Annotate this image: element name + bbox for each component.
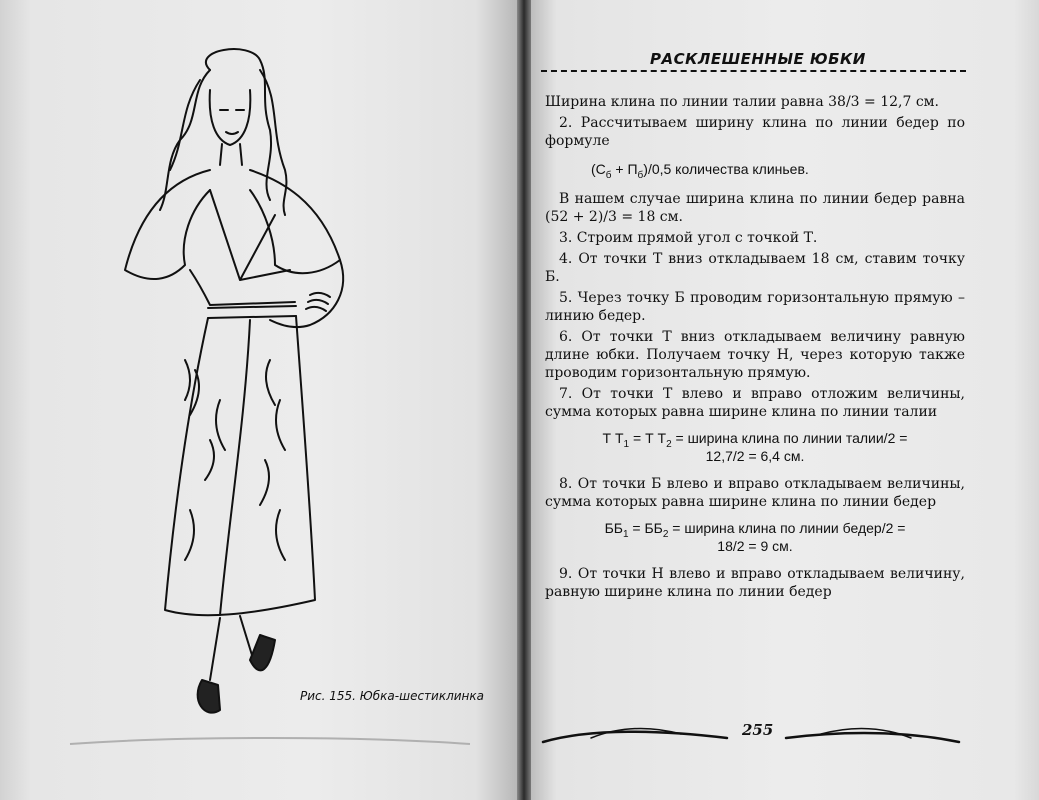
right-page <box>531 0 1039 800</box>
formula-hip-split <box>545 519 965 555</box>
formula2-b: = Т Т <box>629 430 667 446</box>
formula-waist-split <box>545 429 965 465</box>
formula3-sub-b: 2 <box>662 528 669 540</box>
paragraph-1: Ширина клина по линии талии равна 38/3 = 12,7 см. <box>545 94 939 110</box>
formula2-sub-b: 2 <box>666 438 672 450</box>
formula3-c: = ширина клина по линии бедер/2 = <box>668 520 906 536</box>
paragraph-7: 6. От точки Т вниз откладываем величину равную длине юбки. Получаем точку Н, через которую также проводим горизонтальную прямую. <box>545 329 965 381</box>
book-gutter <box>517 0 531 800</box>
paragraph-4: 3. Строим прямой угол с точкой Т. <box>559 230 818 246</box>
formula3-line2: 18/2 = 9 см. <box>717 538 793 554</box>
formula1-open: (С <box>591 161 606 177</box>
paragraph-9: 8. От точки Б влево и вправо откладываем величины, сумма которых равна ширине клина по линии бедер <box>545 476 965 510</box>
formula3-line1 <box>545 519 965 540</box>
header-rule <box>541 70 966 72</box>
formula1-close: )/0,5 количества клиньев. <box>643 161 809 177</box>
formula1-mid: + П <box>611 161 638 177</box>
page-number: 255 <box>742 721 774 739</box>
paragraph-10: 9. От точки Н влево и вправо откладываем величину, равную ширине клина по линии бедер <box>545 566 965 600</box>
left-page <box>0 0 517 800</box>
left-footer-ornament <box>60 730 480 754</box>
formula1-sub2: б <box>637 169 644 181</box>
formula2-line2: 12,7/2 = 6,4 см. <box>705 448 805 464</box>
formula-hip-width <box>545 160 965 181</box>
formula3-a: ББ <box>604 520 623 536</box>
formula3-b: = ББ <box>628 520 663 536</box>
paragraph-6: 5. Через точку Б проводим горизонтальную прямую – линию бедер. <box>545 290 965 324</box>
formula3-sub-a: 1 <box>622 528 629 540</box>
page-text <box>545 93 965 604</box>
woman-skirt-illustration <box>110 40 370 730</box>
formula2-a: Т Т <box>602 430 624 446</box>
formula2-line1 <box>545 429 965 450</box>
running-head: РАСКЛЕШЕННЫЕ ЮБКИ <box>650 50 866 68</box>
paragraph-8: 7. От точки Т влево и вправо отложим величины, сумма которых равна ширине клина по линии талии <box>545 386 965 420</box>
formula2-sub-a: 1 <box>623 438 630 450</box>
figure-caption: Рис. 155. Юбка-шестиклинка <box>300 689 484 703</box>
formula2-c: = ширина клина по линии талии/2 = <box>671 430 908 446</box>
paragraph-3: В нашем случае ширина клина по линии бедер равна (52 + 2)/3 = 18 см. <box>545 191 965 225</box>
paragraph-5: 4. От точки Т вниз откладываем 18 см, ставим точку Б. <box>545 251 965 285</box>
paragraph-2: 2. Рассчитываем ширину клина по линии бедер по формуле <box>545 115 965 149</box>
formula1-sub1: б <box>605 169 612 181</box>
